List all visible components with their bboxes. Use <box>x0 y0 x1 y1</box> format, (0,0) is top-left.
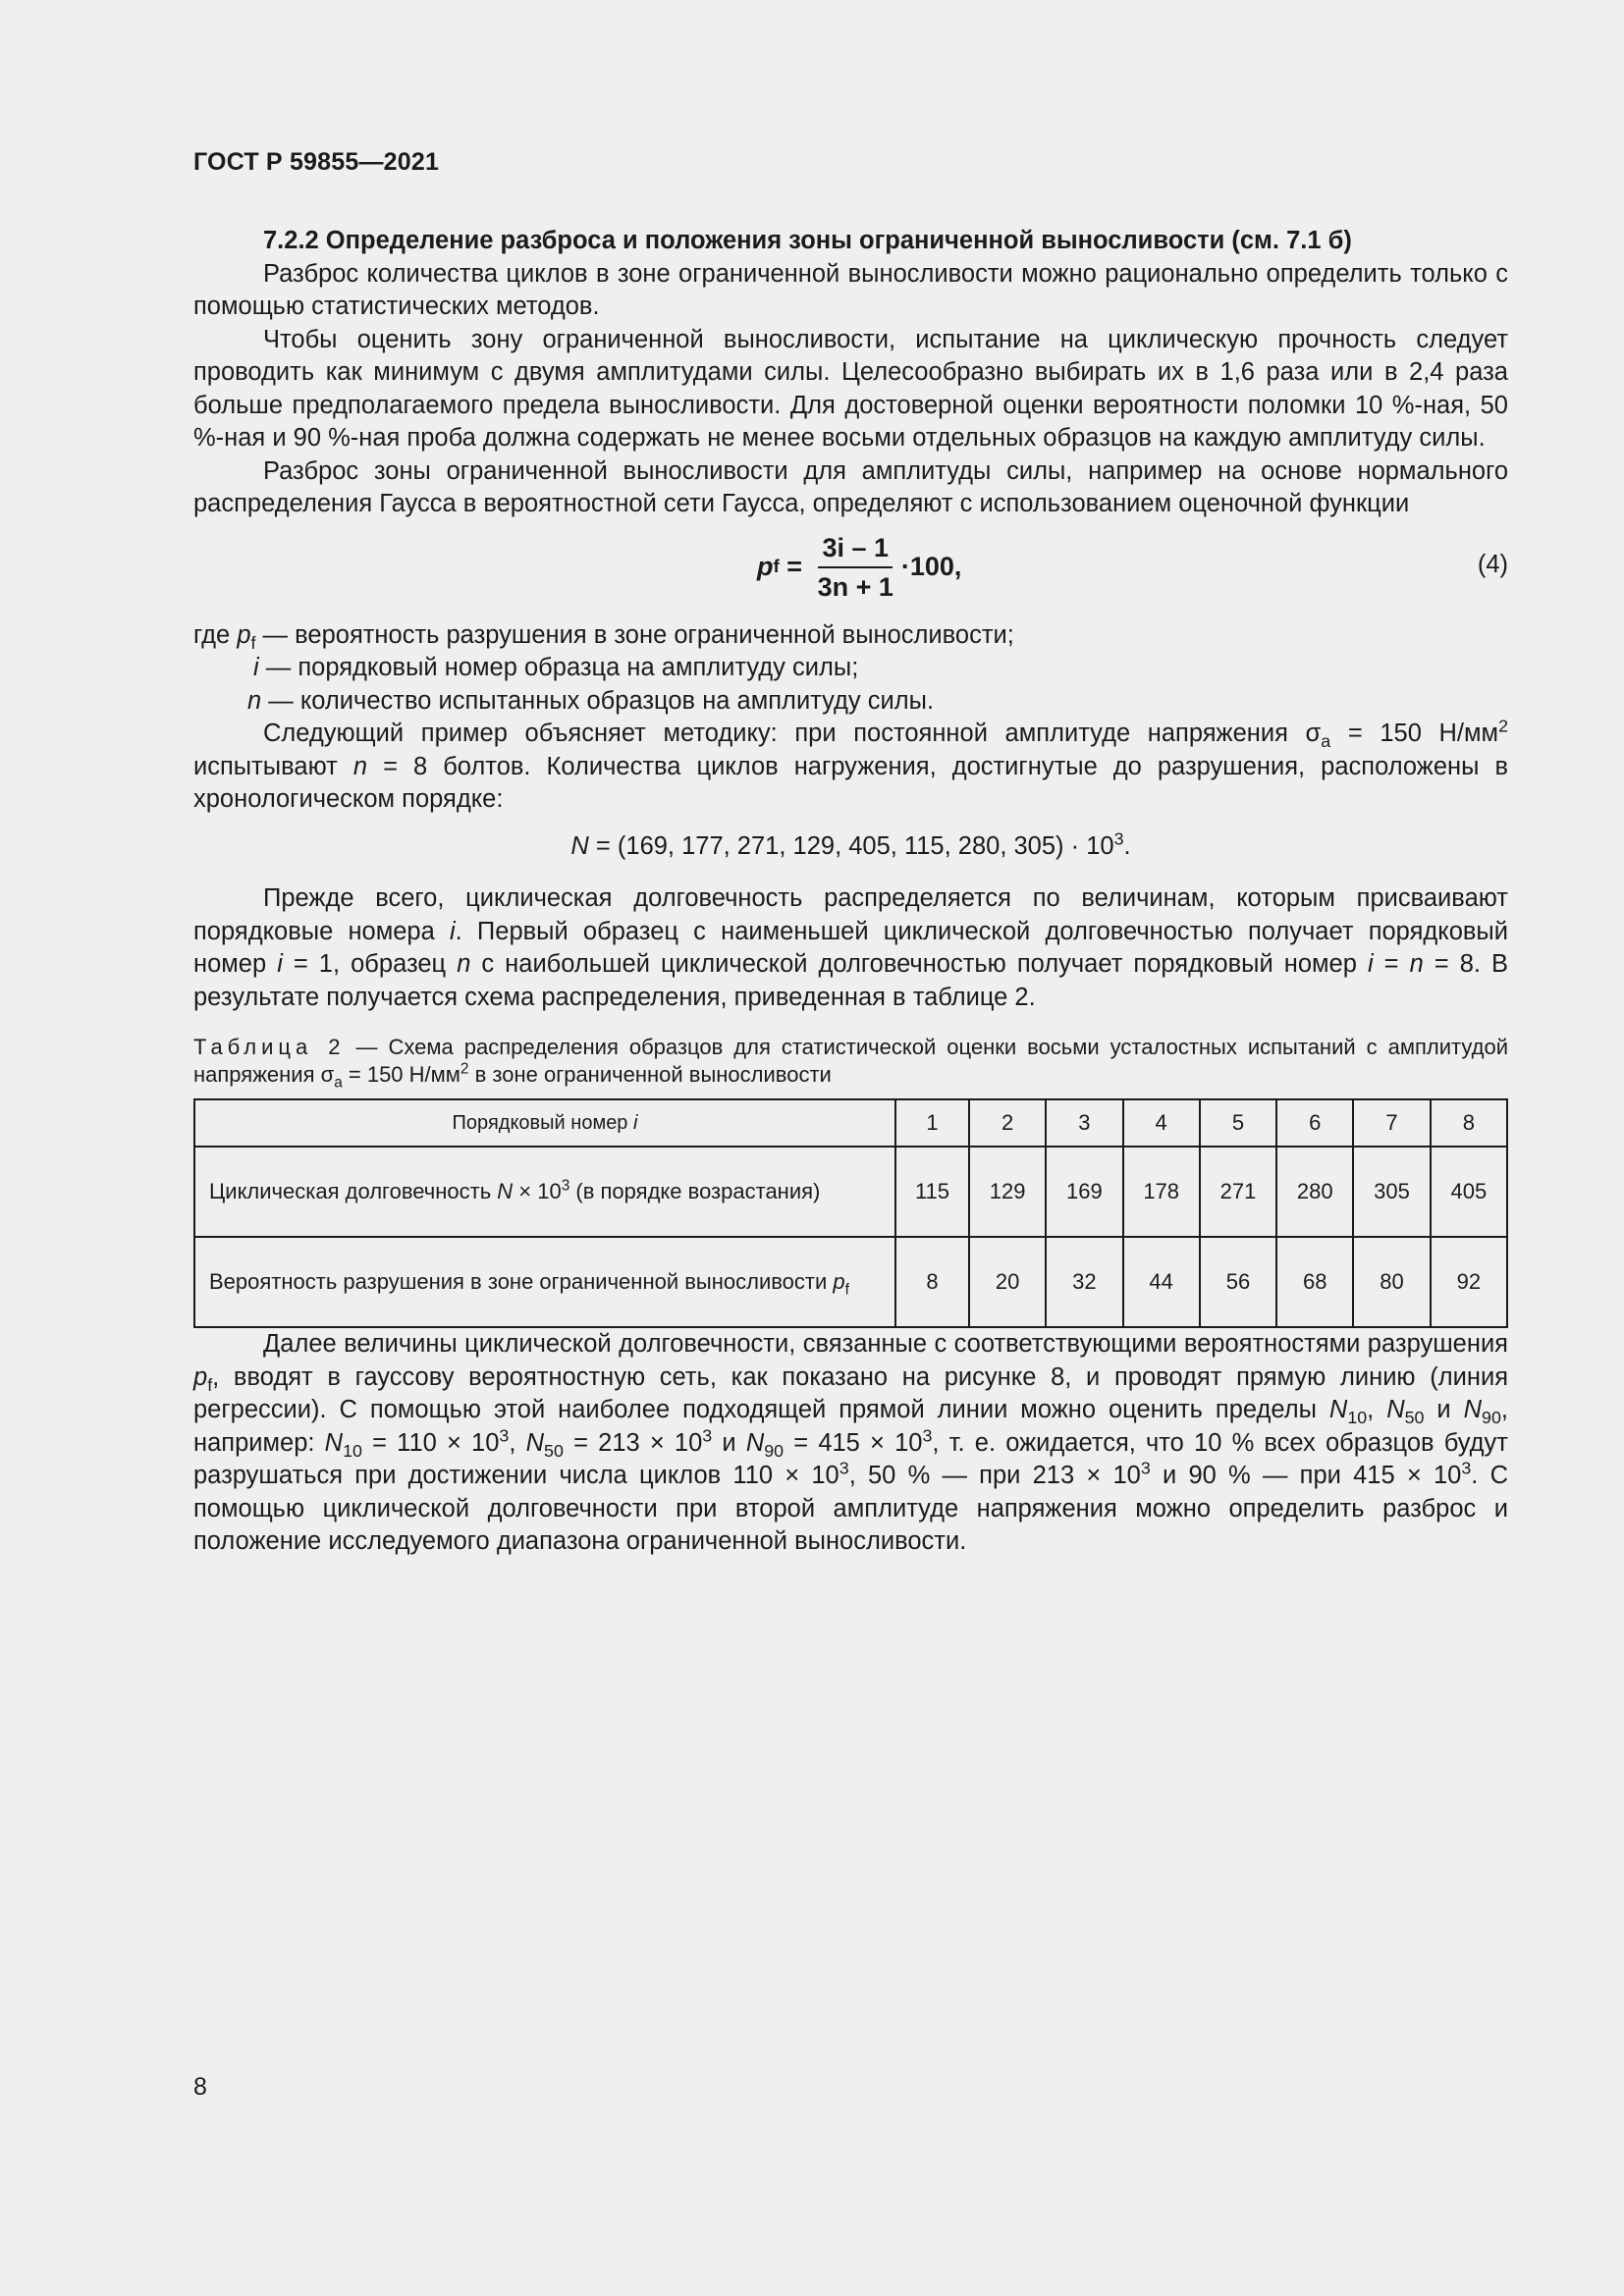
cycles-equation <box>193 830 1508 864</box>
page-number: 8 <box>193 2073 207 2101</box>
paragraph-conclusion <box>193 1328 1508 1559</box>
definition-pf-text: — вероятность разрушения в зоне ограниченной выносливости; <box>255 620 1014 649</box>
table-caption-sub: a <box>334 1074 343 1092</box>
table-cell: 32 <box>1046 1237 1122 1327</box>
table-cell: 169 <box>1046 1147 1122 1237</box>
ordering-i-symbol-2: i <box>277 950 283 978</box>
document-body <box>193 225 1508 1559</box>
paragraph-gauss-net: Разброс зоны ограниченной выносливости для амплитуды силы, например на основе нормального распределения Гаусса в вероятностной сети Гаусса, определяют с использованием оценочной функции <box>193 456 1508 517</box>
table-index-cell: 2 <box>969 1099 1046 1147</box>
table-header-label <box>194 1099 895 1147</box>
formula-fraction <box>814 531 897 604</box>
table-row-cycles <box>194 1147 1507 1237</box>
table-cell: 56 <box>1200 1237 1276 1327</box>
table-cell: 271 <box>1200 1147 1276 1237</box>
cycles-equation-symbol: N <box>570 831 589 860</box>
conclusion-n90-symbol: N <box>1463 1396 1483 1423</box>
formula-equals: = <box>779 551 810 581</box>
table-index-cell: 4 <box>1123 1099 1200 1147</box>
ordering-n-symbol-2: n <box>1409 950 1424 978</box>
conclusion-n50-sub: 50 <box>1404 1408 1425 1428</box>
conclusion-n50-symbol-2: N <box>525 1428 545 1457</box>
conclusion-text-i: и <box>712 1428 746 1457</box>
conclusion-text-h: = 213 × 10 <box>563 1428 703 1457</box>
conclusion-text-d: и <box>1424 1396 1464 1423</box>
ordering-i-symbol-3: i <box>1367 950 1374 978</box>
table-cell: 280 <box>1276 1147 1353 1237</box>
probability-label-sub: f <box>844 1281 849 1299</box>
conclusion-sup-k: 3 <box>839 1458 849 1478</box>
table-cell: 178 <box>1123 1147 1200 1237</box>
probability-label-symbol: p <box>833 1269 845 1294</box>
ordering-text-c: = 1, образец <box>282 950 458 978</box>
cycles-equation-sup: 3 <box>1113 828 1124 848</box>
formula-lhs: p <box>757 551 774 581</box>
example-unit-sup: 2 <box>1498 716 1508 736</box>
example-text-a: Следующий пример объясняет методику: при постоянной амплитуде напряжения σ <box>263 720 1322 747</box>
probability-label-text: Вероятность разрушения в зоне ограниченной выносливости <box>209 1269 834 1294</box>
example-text-c: испытывают <box>193 752 353 780</box>
example-text-d: = 8 болтов. Количества циклов нагружения, достигнутые до разрушения, расположены в хронологическом порядке: <box>193 752 1508 813</box>
definition-i-symbol: i <box>253 654 259 681</box>
ordering-text-b: . Первый образец с наименьшей циклической долговечностью получает порядковый номер <box>193 917 1509 978</box>
table-caption <box>193 1034 1508 1092</box>
cycles-label-text-b: × 10 <box>513 1179 562 1203</box>
table-row-probability-label <box>194 1237 895 1327</box>
table-header-text: Порядковый номер <box>452 1112 633 1134</box>
definition-pf-symbol: p <box>237 620 251 649</box>
table-row-cycles-label <box>194 1147 895 1237</box>
conclusion-n10-sub: 10 <box>1347 1408 1368 1428</box>
distribution-table <box>193 1098 1508 1328</box>
probability-formula: p f = $\frac{3i - 1}{3n + 1}$ ·100, <box>757 532 962 602</box>
conclusion-n10-symbol-2: N <box>324 1428 344 1457</box>
conclusion-text-f: = 110 × 10 <box>361 1428 500 1457</box>
ordering-i-symbol-1: i <box>449 917 456 945</box>
table-caption-text-c: в зоне ограниченной выносливости <box>468 1062 832 1087</box>
formula-block <box>193 525 1508 619</box>
table-index-cell: 7 <box>1353 1099 1430 1147</box>
conclusion-text-g: , <box>509 1428 526 1457</box>
conclusion-n90-sub-2: 90 <box>764 1440 785 1461</box>
definition-n-text: — количество испытанных образцов на амплитуду силы. <box>261 686 935 715</box>
table-caption-text-b: = 150 Н/мм <box>342 1062 460 1087</box>
ordering-text-d: с наибольшей циклической долговечностью получает порядковый номер <box>470 950 1368 978</box>
conclusion-n50-symbol: N <box>1386 1396 1405 1423</box>
ordering-n-symbol-1: n <box>457 950 471 978</box>
table-caption-sup: 2 <box>460 1060 469 1078</box>
definition-where: где <box>193 620 238 649</box>
table-cell: 92 <box>1431 1237 1507 1327</box>
cycles-equation-end: . <box>1123 831 1131 860</box>
paragraph-example <box>193 718 1508 817</box>
table-index-cell: 3 <box>1046 1099 1122 1147</box>
conclusion-n10-symbol: N <box>1328 1396 1348 1423</box>
table-header-row <box>194 1099 1507 1147</box>
section-heading: 7.2.2 Определение разброса и положения зоны ограниченной выносливости (см. 7.1 б) <box>263 227 1352 254</box>
table-cell: 68 <box>1276 1237 1353 1327</box>
definition-pf-sub: f <box>250 632 256 653</box>
table-cell: 305 <box>1353 1147 1430 1237</box>
definition-n <box>193 685 1508 719</box>
paragraph-scatter-intro: Разброс количества циклов в зоне ограниченной выносливости можно рационально определить только с помощью статистических методов. <box>193 259 1508 320</box>
table-header-symbol: i <box>633 1112 638 1134</box>
table-cell: 115 <box>895 1147 969 1237</box>
conclusion-sup-m: 3 <box>1461 1458 1472 1478</box>
definition-i-text: — порядковый номер образца на амплитуду силы; <box>258 654 859 681</box>
conclusion-text-e: , например: <box>193 1396 1508 1457</box>
cycles-label-text-c: (в порядке возрастания) <box>569 1179 821 1203</box>
table-index-cell: 5 <box>1200 1099 1276 1147</box>
conclusion-n90-sub: 90 <box>1482 1408 1501 1428</box>
table-index-cell: 1 <box>895 1099 969 1147</box>
table-cell: 44 <box>1123 1237 1200 1327</box>
cycles-label-sup: 3 <box>561 1177 570 1195</box>
ordering-text-a: Прежде всего, циклическая долговечность распределяется по величинам, которым присваивают порядковые номера <box>193 884 1508 945</box>
definition-n-symbol: n <box>247 686 262 715</box>
conclusion-pf-symbol: p <box>193 1362 208 1391</box>
conclusion-n50-sub-2: 50 <box>544 1440 564 1461</box>
paragraph-ordering <box>193 882 1508 1014</box>
cycles-label-symbol: N <box>497 1179 514 1203</box>
conclusion-text-a: Далее величины циклической долговечности, связанные с соответствующими вероятностями разрушения <box>263 1330 1508 1358</box>
conclusion-sup-f: 3 <box>499 1425 510 1445</box>
table-cell: 8 <box>895 1237 969 1327</box>
conclusion-n90-symbol-2: N <box>745 1428 765 1457</box>
conclusion-text-l: , 50 % — при 213 × 10 <box>848 1462 1141 1489</box>
formula-denominator: 3n + 1 <box>817 571 893 602</box>
table-row-probability <box>194 1237 1507 1327</box>
conclusion-sup-j: 3 <box>922 1425 933 1445</box>
table-index-cell: 8 <box>1431 1099 1507 1147</box>
example-n-symbol: n <box>352 752 368 780</box>
table-caption-text-a: — Схема распределения образцов для статистической оценки восьми усталостных испытаний с амплитудой напряжения σ <box>193 1035 1508 1087</box>
formula-tail: ·100, <box>900 551 962 581</box>
table-caption-label: Таблица 2 <box>193 1035 346 1059</box>
conclusion-sup-h: 3 <box>702 1425 713 1445</box>
formula-numerator: 3i – 1 <box>818 531 893 568</box>
definition-i <box>193 652 1508 685</box>
cycles-label-text-a: Циклическая долговечность <box>209 1179 498 1203</box>
conclusion-text-j: = 415 × 10 <box>784 1428 923 1457</box>
formula-number: (4) <box>1477 550 1508 578</box>
conclusion-text-c: , <box>1367 1396 1387 1423</box>
table-cell: 20 <box>969 1237 1046 1327</box>
definition-pf <box>193 619 1508 653</box>
table-index-cell: 6 <box>1276 1099 1353 1147</box>
document-code: ГОСТ Р 59855—2021 <box>193 148 440 176</box>
ordering-text-e: = 8. В результате получается схема распределения, приведенная в таблице 2. <box>193 950 1508 1011</box>
example-sigma-sub: a <box>1321 731 1331 752</box>
conclusion-pf-sub: f <box>207 1374 213 1395</box>
table-cell: 80 <box>1353 1237 1430 1327</box>
table-cell: 129 <box>969 1147 1046 1237</box>
conclusion-text-n: . С помощью циклической долговечности при второй амплитуде напряжения можно определить разброс и положение исследуемого диапазона ограниченной выносливости. <box>193 1462 1508 1555</box>
conclusion-text-b: , вводят в гауссову вероятностную сеть, как показано на рисунке 8, и проводят прямую линию (линия регрессии). С помощью этой наиболее подходящей прямой линии можно оценить пределы <box>193 1362 1508 1423</box>
conclusion-text-m: и 90 % — при 415 × 10 <box>1150 1462 1462 1489</box>
conclusion-n10-sub-2: 10 <box>343 1440 362 1461</box>
conclusion-sup-l: 3 <box>1140 1458 1151 1478</box>
ordering-text-mid: = <box>1373 950 1410 978</box>
paragraph-test-method: Чтобы оценить зону ограниченной выносливости, испытание на циклическую прочность следует проводить как минимум с двумя амплитудами силы. Целесообразно выбирать их в 1,6 раза или в 2,4 раза больше предполагаемого предела выносливости. Для достоверной оценки вероятности поломки 10 %-ная, 50 %-ная и 90 %-ная проба должна содержать не менее восьми отдельных образцов на каждую амплитуду силы. <box>193 325 1508 452</box>
example-text-b: = 150 Н/мм <box>1330 720 1499 747</box>
conclusion-text-k: , т. е. ожидается, что 10 % всех образцов будут разрушаться при достижении числа циклов 110 × 10 <box>193 1428 1508 1489</box>
formula-definitions <box>193 619 1508 719</box>
cycles-equation-body: = (169, 177, 271, 129, 405, 115, 280, 305) · 10 <box>588 831 1114 860</box>
table-cell: 405 <box>1431 1147 1507 1237</box>
